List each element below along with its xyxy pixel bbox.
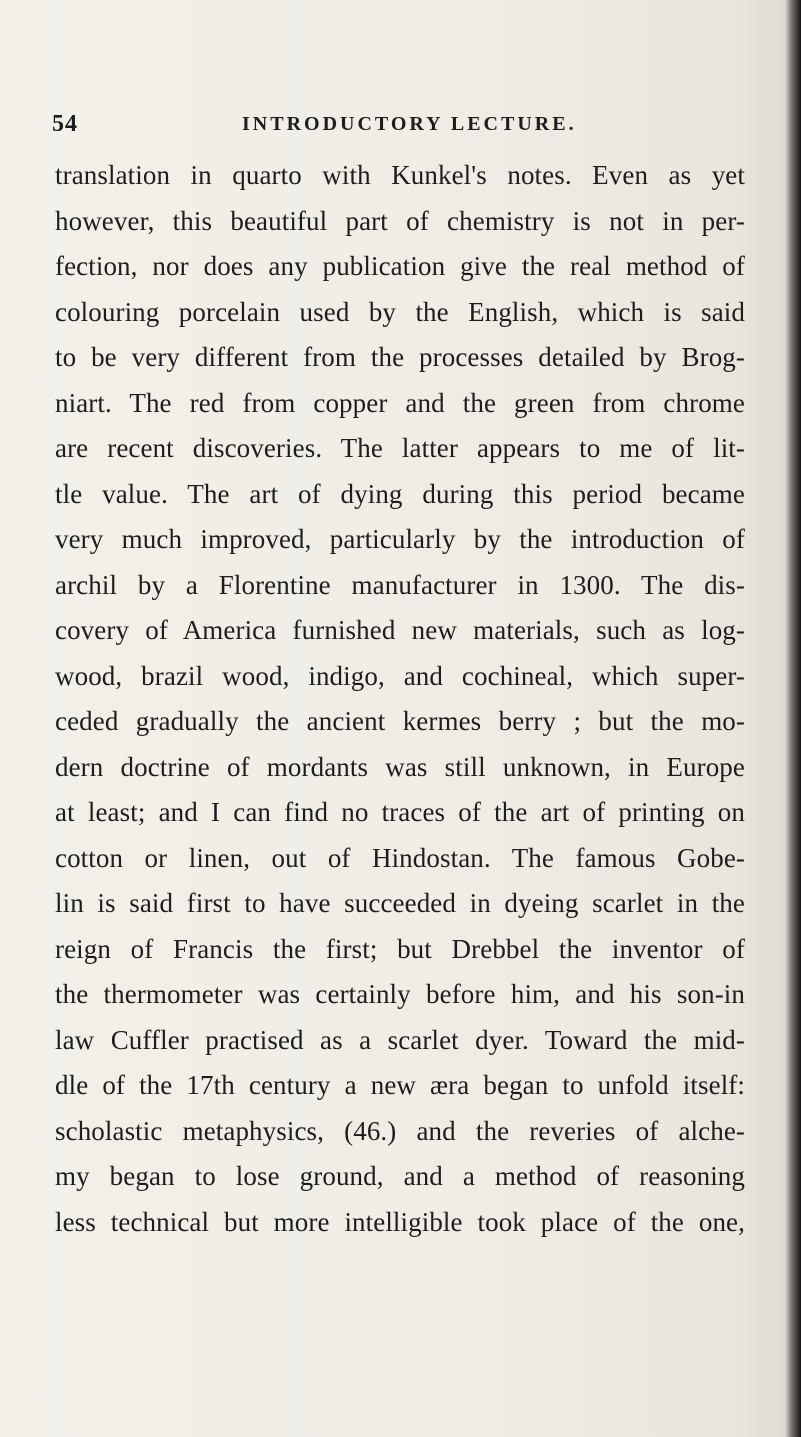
- text-line: the thermometer was certainly before him, and his son-in: [55, 979, 745, 1009]
- text-line: very much improved, particularly by the introduction of: [55, 524, 745, 554]
- text-line: translation in quarto with Kunkel's notes. Even as yet: [55, 160, 745, 190]
- text-line: lin is said first to have succeeded in dyeing scarlet in the: [55, 888, 745, 918]
- text-line: however, this beautiful part of chemistry is not in per-: [55, 205, 745, 236]
- text-line: archil by a Florentine manufacturer in 1300. The dis-: [55, 569, 745, 600]
- text-line: cotton or linen, out of Hindostan. The famous Gobe-: [55, 842, 745, 873]
- text-line: colouring porcelain used by the English, which is said: [55, 296, 745, 327]
- binding-edge-shadow: [785, 0, 801, 1437]
- text-line: wood, brazil wood, indigo, and cochineal, which super-: [55, 660, 745, 691]
- text-line: my began to lose ground, and a method of reasoning: [55, 1161, 745, 1191]
- text-line: ceded gradually the ancient kermes berry ; but the mo-: [55, 706, 745, 736]
- text-line: dle of the 17th century a new æra began to unfold itself:: [55, 1070, 745, 1100]
- text-line: tle value. The art of dying during this period became: [55, 478, 745, 509]
- text-line: fection, nor does any publication give the real method of: [55, 251, 745, 281]
- page-number: 54: [52, 111, 78, 137]
- text-line: at least; and I can find no traces of the art of printing on: [55, 797, 745, 827]
- text-line: are recent discoveries. The latter appears to me of lit-: [55, 433, 745, 463]
- text-line: niart. The red from copper and the green from chrome: [55, 387, 745, 418]
- running-head: [52, 111, 752, 145]
- text-line: covery of America furnished new materials, such as log-: [55, 615, 745, 645]
- text-line: law Cuffler practised as a scarlet dyer. Toward the mid-: [55, 1024, 745, 1055]
- text-line: reign of Francis the first; but Drebbel the inventor of: [55, 933, 745, 964]
- body-text: [55, 153, 745, 1245]
- text-line: less technical but more intelligible took place of the one,: [55, 1206, 745, 1237]
- text-line: dern doctrine of mordants was still unknown, in Europe: [55, 751, 745, 782]
- running-title: INTRODUCTORY LECTURE.: [242, 113, 577, 135]
- text-line: to be very different from the processes detailed by Brog-: [55, 342, 745, 372]
- text-line: scholastic metaphysics, (46.) and the reveries of alche-: [55, 1115, 745, 1146]
